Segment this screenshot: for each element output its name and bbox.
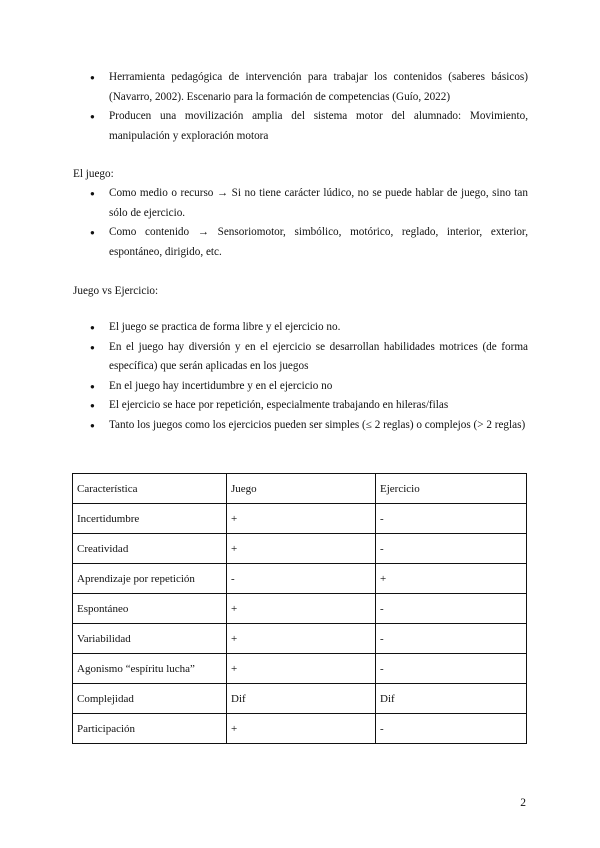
- table-row: [73, 654, 527, 684]
- bullet-item: ● Como medio o recurso → Si no tiene carácter lúdico, no se puede hablar de juego, sino tan sólo de ejercicio.: [90, 184, 528, 223]
- table-row: [73, 714, 527, 744]
- table-row: [73, 684, 527, 714]
- juego-vs-ejercicio-bullet-list: [90, 318, 528, 435]
- table-cell: +: [376, 564, 527, 594]
- table-cell: Complejidad: [73, 684, 227, 714]
- table-cell: Dif: [227, 684, 376, 714]
- bullet-item: ● Como contenido → Sensoriomotor, simbólico, motórico, reglado, interior, exterior, espontáneo, dirigido, etc.: [90, 223, 528, 262]
- table-header-row: [73, 474, 527, 504]
- table-header-cell: Característica: [73, 474, 227, 504]
- comparison-table: [72, 473, 527, 744]
- bullet-item: ● En el juego hay incertidumbre y en el ejercicio no: [90, 377, 528, 397]
- table-row: [73, 534, 527, 564]
- table-cell: +: [227, 624, 376, 654]
- bullet-item: ● Producen una movilización amplia del sistema motor del alumnado: Movimiento, manipulación y exploración motora: [90, 107, 528, 146]
- table-header-cell: Ejercicio: [376, 474, 527, 504]
- table-cell: -: [376, 654, 527, 684]
- page-number: 2: [520, 797, 526, 809]
- table-cell: -: [376, 534, 527, 564]
- table-cell: Creatividad: [73, 534, 227, 564]
- section-heading-juego-vs-ejercicio: Juego vs Ejercicio:: [73, 285, 159, 297]
- juego-bullet-list: [90, 184, 528, 262]
- table-row: [73, 564, 527, 594]
- bullet-item: ● El ejercicio se hace por repetición, especialmente trabajando en hileras/filas: [90, 396, 528, 416]
- intro-bullet-list: [90, 68, 528, 146]
- table-cell: Variabilidad: [73, 624, 227, 654]
- bullet-item: ● El juego se practica de forma libre y el ejercicio no.: [90, 318, 528, 338]
- table-cell: Incertidumbre: [73, 504, 227, 534]
- bullet-item: ● Tanto los juegos como los ejercicios pueden ser simples (≤ 2 reglas) o complejos (> 2 reglas): [90, 416, 528, 436]
- table-cell: -: [376, 594, 527, 624]
- table-cell: -: [227, 564, 376, 594]
- table-cell: +: [227, 654, 376, 684]
- bullet-item: ● Herramienta pedagógica de intervención para trabajar los contenidos (saberes básicos) (Navarro, 2002). Escenario para la formación de competencias (Guío, 2022): [90, 68, 528, 107]
- table-cell: Agonismo “espíritu lucha”: [73, 654, 227, 684]
- table-cell: +: [227, 504, 376, 534]
- table-cell: +: [227, 594, 376, 624]
- table-cell: Aprendizaje por repetición: [73, 564, 227, 594]
- table-cell: Dif: [376, 684, 527, 714]
- bullet-item: ● En el juego hay diversión y en el ejercicio se desarrollan habilidades motrices (de forma específica) que serán aplicadas en los juegos: [90, 338, 528, 377]
- table-header-cell: Juego: [227, 474, 376, 504]
- table-cell: +: [227, 714, 376, 744]
- table-cell: -: [376, 624, 527, 654]
- section-heading-juego: El juego:: [73, 168, 114, 180]
- table-cell: Espontáneo: [73, 594, 227, 624]
- table-row: [73, 504, 527, 534]
- table-row: [73, 594, 527, 624]
- table-cell: -: [376, 504, 527, 534]
- table-cell: Participación: [73, 714, 227, 744]
- table-cell: +: [227, 534, 376, 564]
- table-cell: -: [376, 714, 527, 744]
- table-row: [73, 624, 527, 654]
